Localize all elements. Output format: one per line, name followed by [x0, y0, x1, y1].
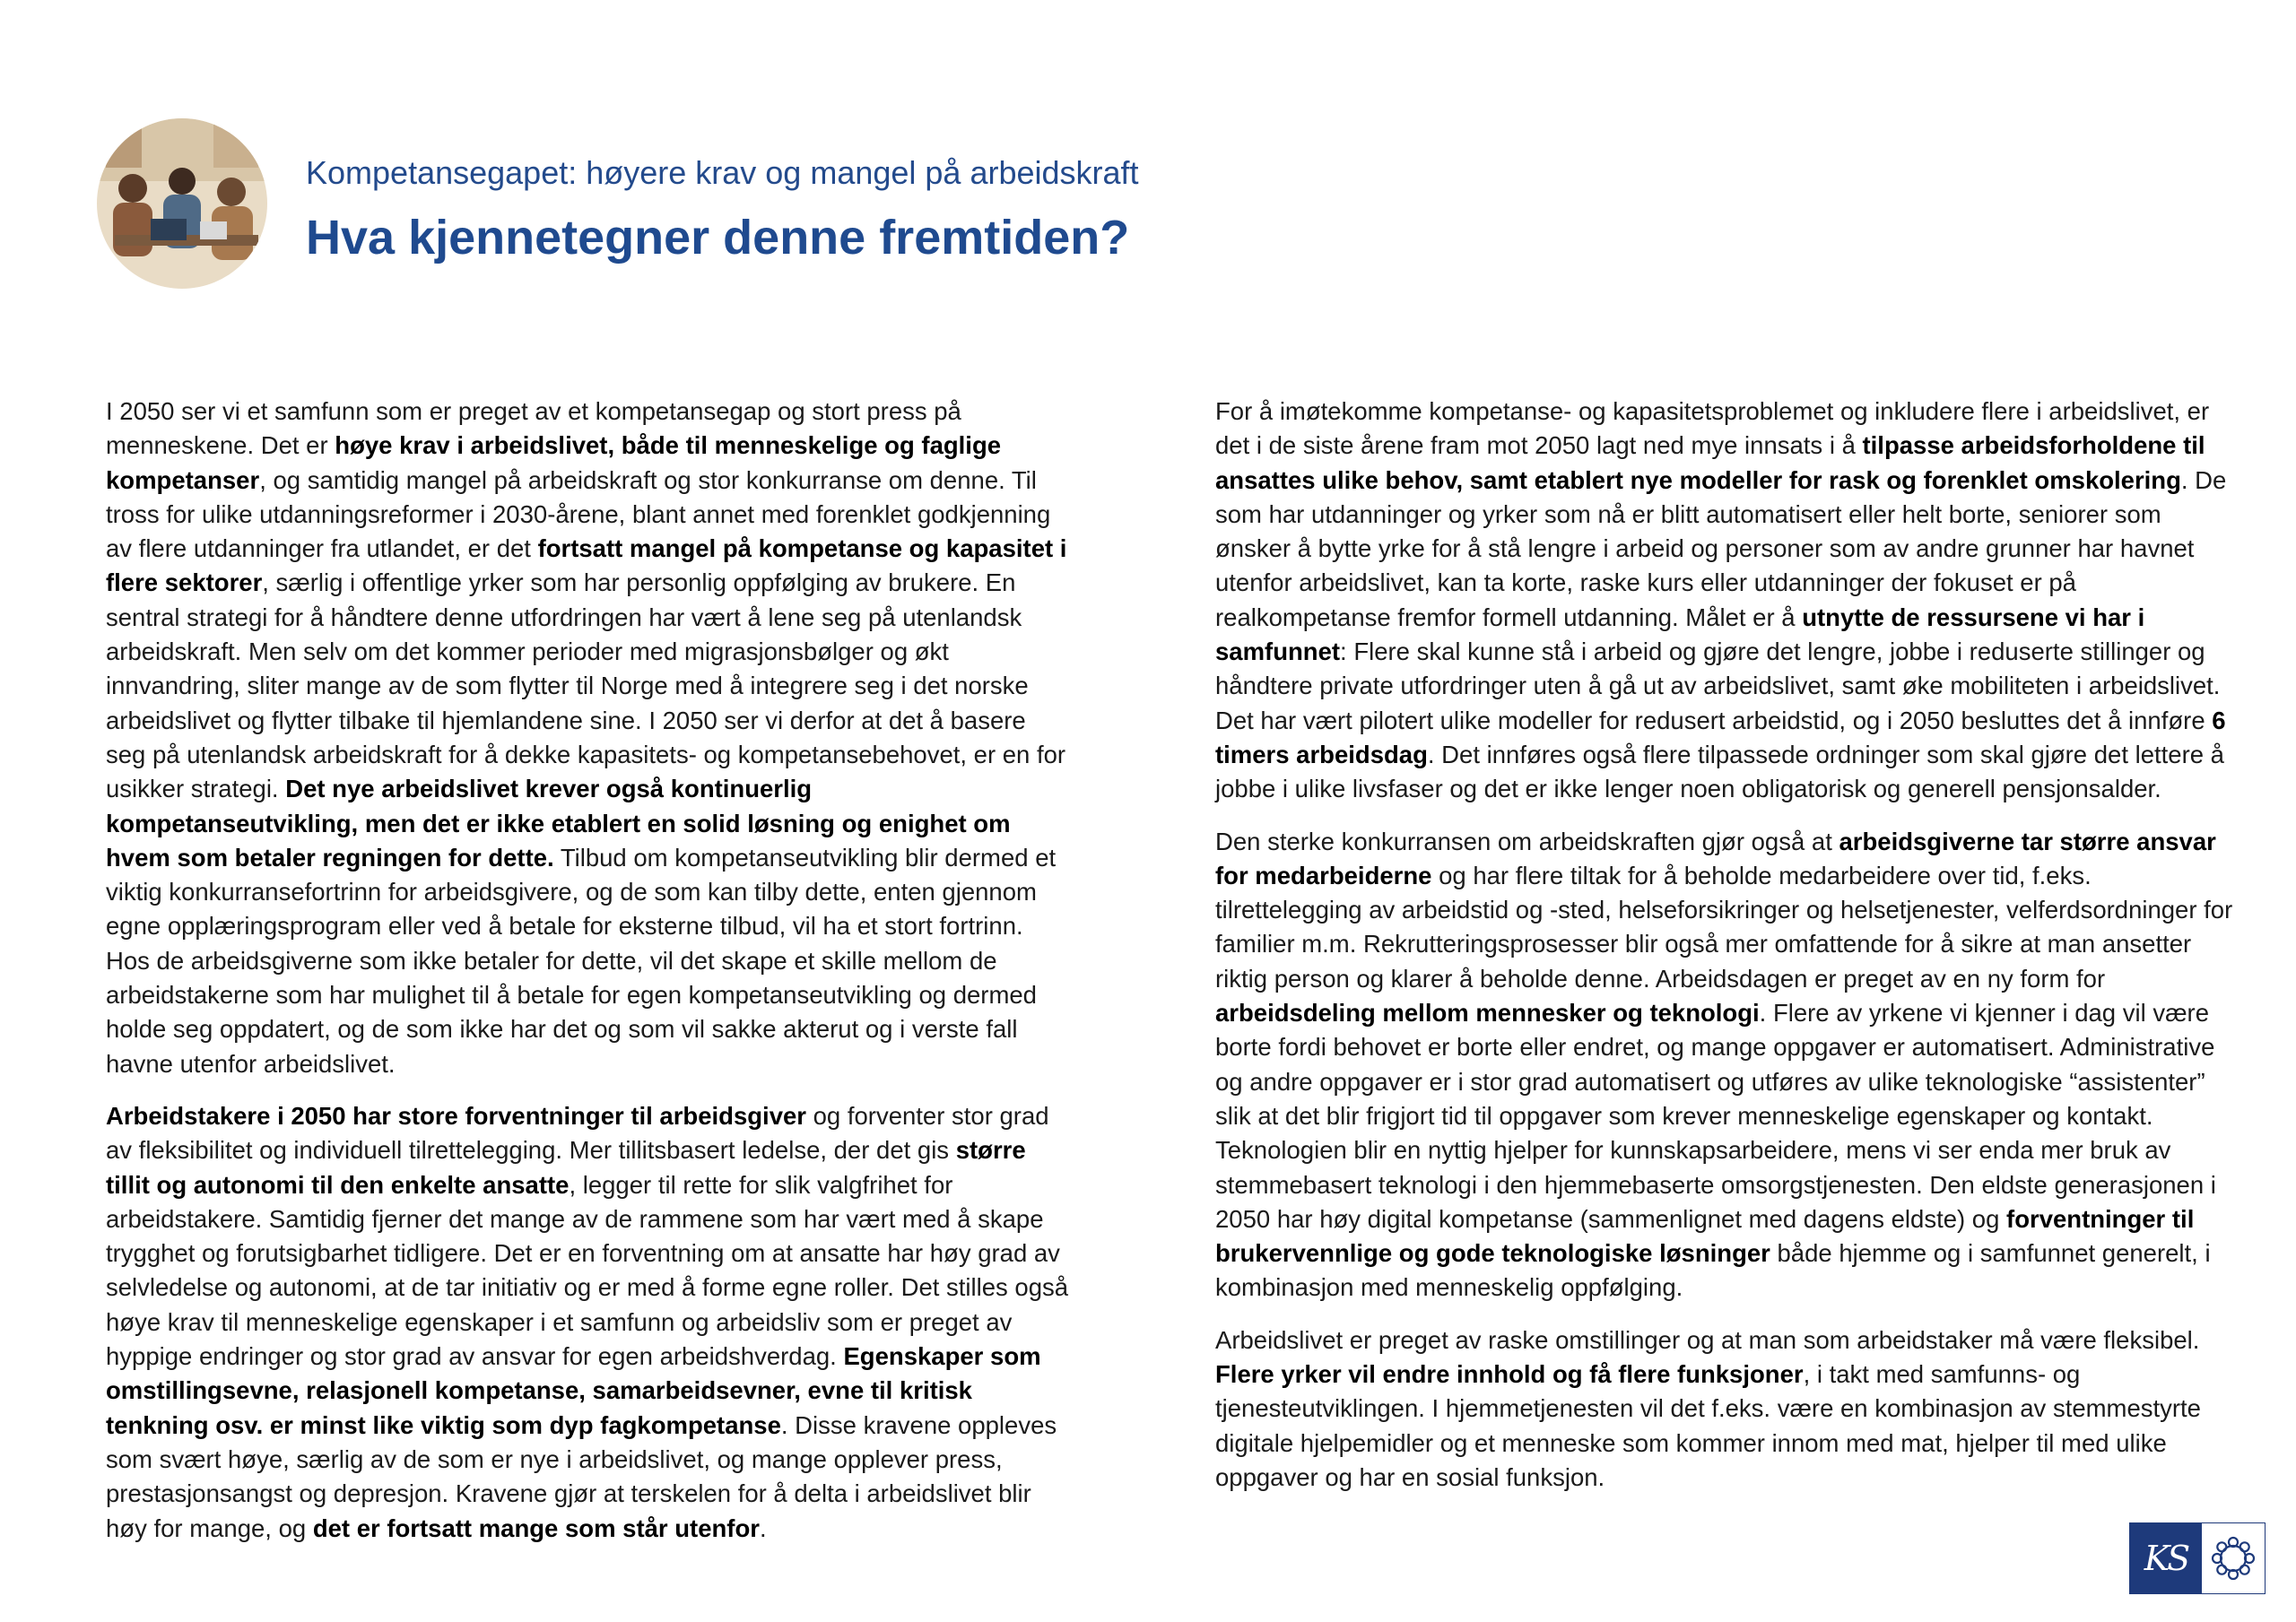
text-run: og forventer stor grad av fleksibilitet og individuell tilrettelegging. Mer tillitsbasert ledelse, der det gis	[106, 1101, 1049, 1165]
text-run: . Det innføres også flere tilpassede ordninger som skal gjøre det lettere å jobbe i ulike livsfaser og det er ikke lenger noen obligatorisk og generell pensjonsalder.	[1215, 740, 2224, 803]
text-run: , og samtidig mangel på arbeidskraft og stor konkurranse om denne. Til tross for ulike utdanningsreformer i 2030-årene, blant annet med forenklet godkjenning av flere utdanninger fra utlandet, er det	[106, 465, 1051, 563]
text-run: , i takt med samfunns- og tjenesteutviklingen. I hjemmetjenesten vil det f.eks. være en kombinasjon av stemmestyrte digitale hjelpemidler og et menneske som kommer innom med mat, hjelper til med ulike oppgaver og har en sosial funksjon.	[1215, 1360, 2201, 1491]
text-run: både hjemme og i samfunnet generelt, i kombinasjon med menneskelig oppfølging.	[1215, 1239, 2211, 1302]
body-paragraph	[106, 1099, 1070, 1546]
bold-text: tilpasse arbeidsforholdene til ansattes ulike behov, samt etablert nye modeller for rask og forenklet omskolering	[1215, 431, 2205, 494]
bold-text: arbeidsgiverne tar større ansvar for medarbeiderne	[1215, 827, 2216, 889]
bold-text: Egenskaper som omstillingsevne, relasjonell kompetanse, samarbeidsevner, evne til kritisk tenkning osv. er minst like viktig som dyp fagkompetanse	[106, 1342, 1041, 1439]
bold-text: høye krav i arbeidslivet, både til menneskelige og faglige kompetanser	[106, 431, 1002, 494]
text-run: I 2050 ser vi et samfunn som er preget av et kompetansegap og stort press på menneskene. Det er	[106, 397, 961, 460]
body-paragraph	[106, 395, 1070, 1081]
bold-text: Det nye arbeidslivet krever også kontinuerlig kompetanseutvikling, men det er ikke etablert en solid løsning og enighet om hvem som betaler regningen for dette.	[106, 775, 1011, 872]
body-column-left	[106, 395, 1070, 1564]
header-illustration	[97, 118, 267, 289]
text-run: . Disse kravene oppleves som svært høye, særlig av de som er nye i arbeidslivet, og mange opplever press, prestasjonsangst og depresjon. Kravene gjør at terskelen for å delta i arbeidslivet blir høy for mange, og	[106, 1410, 1057, 1542]
text-run: : Flere skal kunne stå i arbeid og gjøre det lengre, jobbe i reduserte stillinger og håndtere private utfordringer uten å gå ut av arbeidslivet, samt øke mobiliteten i arbeidslivet. Det har vært pilotert ulike modeller for redusert arbeidstid, og i 2050 besluttes det å innføre	[1215, 638, 2221, 734]
text-run: . De som har utdanninger og yrker som nå er blitt automatisert eller helt borte, seniorer som ønsker å bytte yrke for å stå lengre i arbeid og personer som av andre grunner har havnet utenfor arbeidslivet, kan ta korte, raske kurs eller utdanninger der fokuset er på realkompetanse fremfor formell utdanning. Målet er å	[1215, 465, 2227, 631]
bold-text: utnytte de ressursene vi har i samfunnet	[1215, 603, 2145, 666]
text-run: og har flere tiltak for å beholde medarbeidere over tid, f.eks. tilrettelegging av arbeidstid og -sted, helseforsikringer og helsetjenester, velferdsordninger for familier m.m. Rekrutteringsprosesser blir også mer omfattende for å sikre at man ansetter riktig person og klarer å beholde denne. Arbeidsdagen er preget av en ny form for	[1215, 861, 2233, 993]
bold-text: fortsatt mangel på kompetanse og kapasitet i flere sektorer	[106, 534, 1067, 597]
text-run: For å imøtekomme kompetanse- og kapasitetsproblemet og inkludere flere i arbeidslivet, er det i de siste årene fram mot 2050 lagt ned mye innsats i å	[1215, 397, 2210, 460]
ks-logo-text: KS	[2130, 1523, 2202, 1593]
text-run: , legger til rette for slik valgfrihet for arbeidstakere. Samtidig fjerner det mange av de rammene som har vært med å skape trygghet og forutsigbarhet tidligere. Det er en forventning om at ansatte har høy grad av selvledelse og autonomi, at de tar initiativ og er med å forme egne roller. Det stilles også høye krav til menneskelige egenskaper i et samfunn og arbeidsliv som er preget av hyppige endringer og stor grad av ansvar for egen arbeidshverdag.	[106, 1170, 1069, 1371]
text-run: , særlig i offentlige yrker som har personlig oppfølging av brukere. En sentral strategi for å håndtere denne utfordringen har vært å lene seg på utenlandsk arbeidskraft. Men selv om det kommer perioder med migrasjonsbølger og økt innvandring, sliter mange av de som flytter til Norge med å integrere seg i det norske arbeidslivet og flytter tilbake til hjemlandene sine. I 2050 ser vi derfor at det å basere seg på utenlandsk arbeidskraft for å dekke kapasitets- og kompetansebehovet, er en for usikker strategi.	[106, 568, 1066, 803]
text-run: . Flere av yrkene vi kjenner i dag vil være borte fordi behovet er borte eller endret, og mange oppgaver er automatisert. Administrative og andre oppgaver er i stor grad automatisert og utføres av ulike teknologiske “assistenter” slik at det blir frigjort tid til oppgaver som krever menneskelige egenskaper og kontakt. Teknologien blir en nyttig hjelper for kunnskapsarbeidere, mens vi ser enda mer bruk av stemmebasert teknologi i den hjemmebaserte omsorgstjenesten. Den eldste generasjonen i 2050 har høy digital kompetanse (sammenlignet med dagens eldste) og	[1215, 999, 2216, 1233]
text-run: .	[759, 1514, 767, 1542]
text-run: Den sterke konkurransen om arbeidskraften gjør også at	[1215, 827, 1839, 855]
ks-ring-icon	[2202, 1523, 2265, 1593]
bold-text: Flere yrker vil endre innhold og få flere funksjoner	[1215, 1360, 1804, 1389]
bold-text: det er fortsatt mange som står utenfor	[312, 1514, 760, 1542]
ks-logo	[2129, 1522, 2266, 1594]
page-title: Hva kjennetegner denne fremtiden?	[306, 211, 1130, 265]
body-paragraph	[1215, 825, 2233, 1305]
body-column-right	[1215, 395, 2233, 1513]
bold-text: 6 timers arbeidsdag	[1215, 706, 2226, 768]
body-paragraph	[1215, 395, 2233, 807]
bold-text: Arbeidstakere i 2050 har store forventninger til arbeidsgiver	[106, 1101, 806, 1130]
bold-text: større tillit og autonomi til den enkelte ansatte	[106, 1136, 1026, 1199]
section-subtitle: Kompetansegapet: høyere krav og mangel på arbeidskraft	[306, 154, 1139, 191]
body-paragraph	[1215, 1323, 2233, 1495]
people-working-illustration	[97, 118, 267, 289]
text-run: Arbeidslivet er preget av raske omstillinger og at man som arbeidstaker må være fleksibel.	[1215, 1325, 2200, 1354]
bold-text: arbeidsdeling mellom mennesker og teknologi	[1215, 999, 1760, 1028]
bold-text: forventninger til brukervennlige og gode teknologiske løsninger	[1215, 1204, 2195, 1268]
text-run: Tilbud om kompetanseutvikling blir dermed et viktig konkurransefortrinn for arbeidsgivere, og de som kan tilby dette, enten gjennom egne opplæringsprogram eller ved å betale for eksterne tilbud, vil ha et stort fortrinn. Hos de arbeidsgiverne som ikke betaler for dette, vil det skape et skille mellom de arbeidstakerne som har mulighet til å betale for egen kompetanseutvikling og dermed holde seg oppdatert, og de som ikke har det og som vil sakke akterut og i verste fall havne utenfor arbeidslivet.	[106, 843, 1057, 1078]
